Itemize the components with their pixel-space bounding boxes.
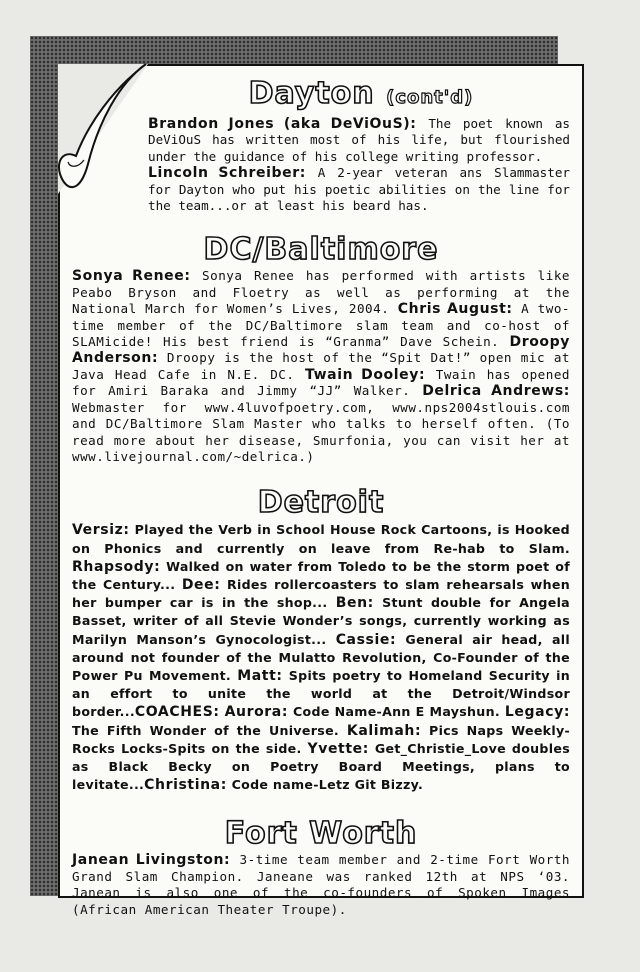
poet-bio: Walked on water from Toledo to be the storm poet of the Century... (72, 558, 570, 592)
entry-lincoln-schreiber (148, 165, 570, 214)
poet-name: Dee: (181, 576, 221, 593)
poet-name: Kalimah: (346, 722, 422, 739)
poet-name: Lincoln Schreiber: (148, 165, 306, 182)
section-dayton (72, 76, 570, 214)
entry-janean-livingston (72, 852, 570, 918)
poet-bio: Get_Christie_Love doubles as Black Becky on Poetry Board Meetings, plans to levitate... (72, 740, 570, 793)
section-title-dayton (152, 76, 570, 116)
entry-brandon-jones (148, 116, 570, 165)
section-title-dc-baltimore: DC/Baltimore (203, 232, 439, 268)
poet-bio: A 2-year veteran ans Slammaster for Dayton who put his poetic abilities on the line for the team...or at least his beard has. (148, 165, 570, 214)
page-content (72, 76, 570, 918)
poet-name: Ben: (335, 595, 374, 612)
title-text: Dayton (248, 76, 375, 111)
section-title-fort-worth: Fort Worth (224, 816, 418, 852)
poet-bio: A two-time member of the DC/Baltimore slam team and co-host of SLAMicide! His best friend is “Granma” Dave Schein. (72, 301, 571, 350)
poet-name: Rhapsody: (72, 558, 161, 575)
poet-name: Christina: (144, 777, 227, 794)
poet-name: Janean Livingston: (72, 852, 231, 869)
poet-name: Legacy: (504, 704, 571, 721)
poet-name: Yvette: (307, 740, 369, 757)
poet-name: Twain Dooley: (305, 366, 426, 383)
poet-bio: Spits poetry to Homeland Security in an effort to unite the world at the Detroit/Windsor border... (72, 667, 570, 720)
poet-name: Brandon Jones (aka DeViOuS): (148, 116, 417, 132)
poet-name: Sonya Renee: (72, 268, 191, 285)
section-title-detroit: Detroit (257, 485, 385, 521)
poet-bio: Code name-Letz Git Bizzy. (226, 777, 424, 793)
dc-baltimore-entries (72, 268, 570, 465)
poet-bio: General air head, all around not founder of the Mulatto Revolution, Co-Founder of the Power Pu Movement. (72, 631, 570, 683)
poet-name: Droopy Anderson: (72, 334, 570, 367)
section-dc-baltimore (72, 232, 570, 465)
poet-bio: Stunt double for Angela Basset, writer of all Stevie Wonder’s songs, currently working as Marilyn Manson’s Gynocologist... (72, 595, 570, 647)
poet-bio: The Fifth Wonder of the Universe. (72, 722, 347, 738)
poet-name: Versiz: (72, 522, 130, 539)
poet-bio: Played the Verb in School House Rock Cartoons, is Hooked on Phonics and currently on leave from Re-hab to Slam. (72, 522, 570, 556)
poet-bio: Webmaster for www.4luvofpoetry.com, www.nps2004stlouis.com and DC/Baltimore Slam Master who talks to herself often. (To read more about her disease, Smurfonia, you can visit her at www.livejournal.com/~delrica.) (72, 399, 570, 464)
poet-name: Cassie: (335, 631, 397, 648)
poet-name: Aurora: (224, 704, 289, 721)
poet-name: Delrica Andrews: (422, 383, 570, 400)
poet-bio: Twain has opened for Amiri Baraka and Jimmy “JJ” Walker. (72, 366, 570, 399)
poet-bio: Droopy is the host of the “Spit Dat!” open mic at Java Head Cafe in N.E. DC. (72, 350, 570, 382)
poet-name: Matt: (237, 667, 283, 684)
poet-bio: Rides rollercoasters to slam rehearsals when her bumper car is in the shop... (72, 576, 570, 611)
poet-name: Chris August: (397, 301, 513, 318)
poet-bio: Sonya Renee has performed with artists like Peabo Bryson and Floetry as well as performing at the National March for Women’s Lives, 2004. (72, 268, 570, 317)
poet-bio: Code Name-Ann E Mayshun. (288, 704, 505, 720)
title-suffix: (cont'd) (386, 87, 474, 108)
section-detroit (72, 485, 570, 794)
coaches-label: COACHES: (134, 704, 220, 721)
poet-bio: The poet known as DeViOuS has written most of his life, but flourished under the guidance of his college writing professor. (148, 116, 570, 164)
detroit-entries (72, 521, 570, 794)
section-fort-worth (72, 816, 570, 918)
poet-bio: Pics Naps Weekly-Rocks Locks-Spits on the side. (72, 722, 571, 756)
poet-bio: 3-time team member and 2-time Fort Worth Grand Slam Champion. Janeane was ranked 12th at NPS ‘03. Janean is also one of the co-founders of Spoken Images (African American Theater Troupe). (72, 852, 570, 917)
